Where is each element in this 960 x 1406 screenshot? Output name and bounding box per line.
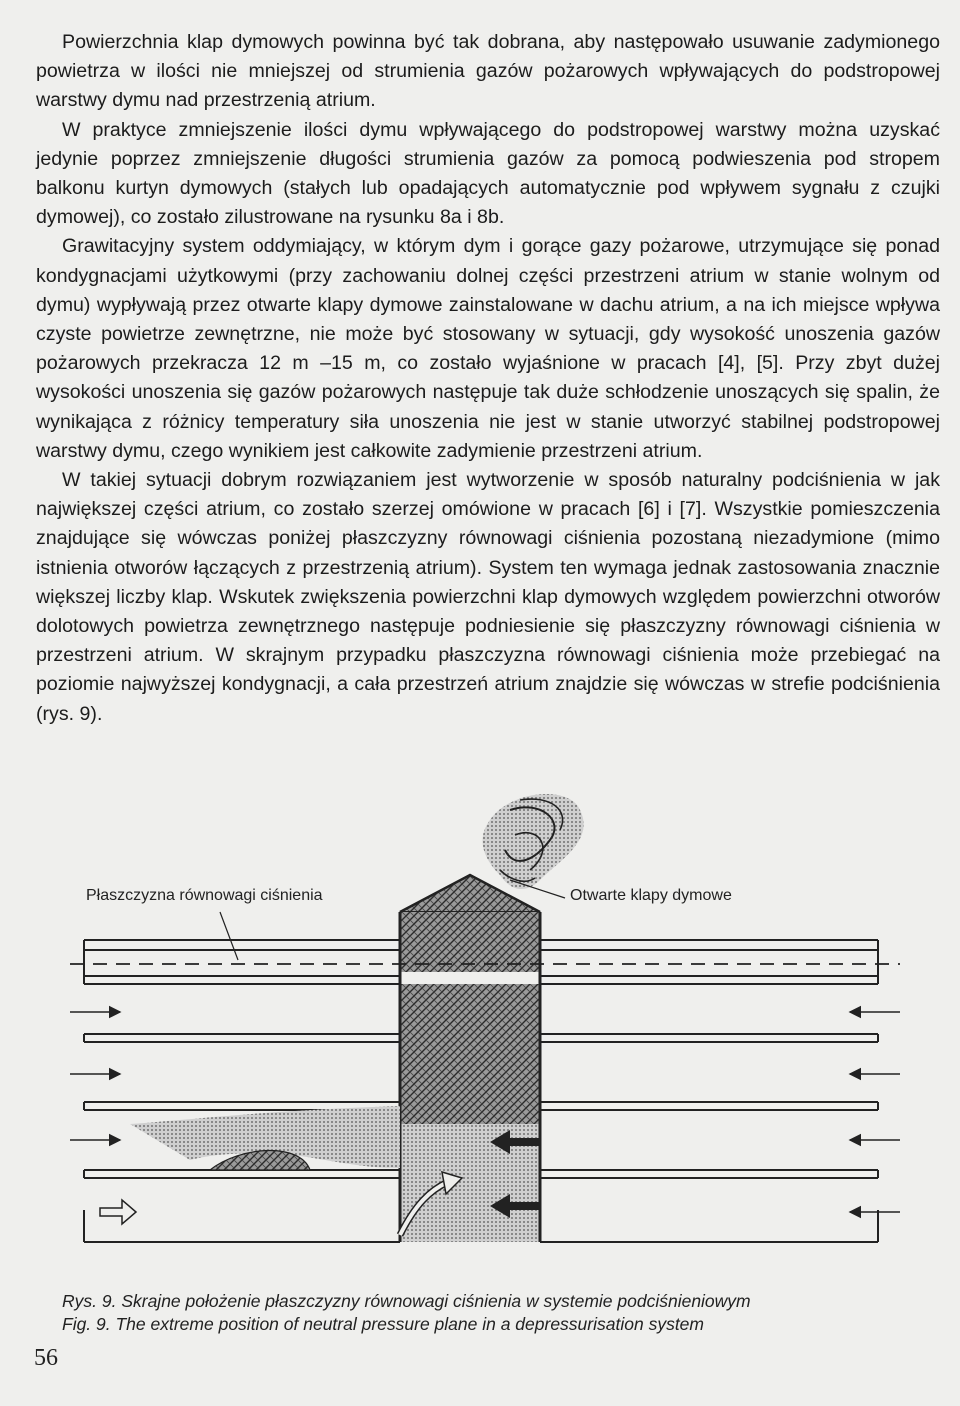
page-number: 56 xyxy=(34,1345,58,1371)
atrium-shaft xyxy=(400,912,540,1242)
caption-polish: Rys. 9. Skrajne położenie płaszczyzny równowagi ciśnienia w systemie podciśnieniowym xyxy=(62,1291,751,1311)
door-inlet-arrow xyxy=(100,1200,136,1224)
caption-english: Fig. 9. The extreme position of neutral pressure plane in a depressurisation system xyxy=(62,1314,704,1334)
figure-caption xyxy=(62,1290,922,1336)
right-wing xyxy=(540,940,878,1242)
figure-9 xyxy=(70,780,900,1280)
smoke-plume xyxy=(483,794,584,889)
label-neutral-plane: Płaszczyzna równowagi ciśnienia xyxy=(86,887,323,904)
left-wing xyxy=(84,940,400,1242)
paragraph-1: Powierzchnia klap dymowych powinna być tak dobrana, aby następowało usuwanie zadymionego powietrza w ilości nie mniejszej od strumienia gazów pożarowych wpływających do podstropowej warstwy dymu nad przestrzenią atrium. xyxy=(36,31,940,112)
paragraph-4: W takiej sytuacji dobrym rozwiązaniem jest wytworzenie w sposób naturalny podciśnienia w jak największej części atrium, co zostało szerzej omówione w pracach [6] i [7]. Wszystkie pomieszczenia znajdujące się wówczas poniżej płaszczyzny równowagi ciśnienia pozostaną niezadymione (mimo istnienia otworów łączących z przestrzenią atrium). System ten wymaga jednak zastosowania znacznie większej liczby klap. Wskutek zwiększenia powierzchni klap dymowych względem powierzchni otworów dolotowych powietrza zewnętrznego następuje podniesienie się płaszczyzny równowagi ciśnienia w przestrzeni atrium. W skrajnym przypadku płaszczyzna równowagi ciśnienia może przebiegać na poziomie najwyższej kondygnacji, a cała przestrzeń atrium znajdzie się wówczas w strefie podciśnienia (rys. 9). xyxy=(36,469,940,725)
floor-smoke xyxy=(130,1106,400,1170)
paragraph-2: W praktyce zmniejszenie ilości dymu wpływającego do podstropowej warstwy można uzyskać jedynie poprzez zmniejszenie długości strumienia gazów za pomocą podwieszenia pod stropem balkonu kurtyn dymowych (stałych lub opadających automatycznie pod wpływem sygnału z czujki dymowej), co zostało zilustrowane na rysunku 8a i 8b. xyxy=(36,118,940,229)
label-leader-left xyxy=(220,912,238,960)
label-leader-right xyxy=(510,880,565,898)
atrium-diagram xyxy=(70,780,900,1280)
body-text xyxy=(36,28,940,729)
label-smoke-vents: Otwarte klapy dymowe xyxy=(570,887,732,904)
paragraph-3: Grawitacyjny system oddymiający, w którym dym i gorące gazy pożarowe, utrzymujące się ponad kondygnacjami użytkowymi (przy zachowaniu dolnej części przestrzeni atrium w stanie wolnym od dymu) wypływają przez otwarte klapy dymowe zainstalowane w dachu atrium, a na ich miejsce wpływa czyste powietrze zewnętrzne, nie może być stosowany w sytuacji, gdy wysokość unoszenia gazów pożarowych przekracza 12 m –15 m, co zostało wyjaśnione w pracach [4], [5]. Przy zbyt dużej wysokości unoszenia się gazów pożarowych następuje tak duże schłodzenie unoszących się spalin, że wynikająca z różnicy temperatury siła unoszenia nie jest w stanie utworzyć stabilnej podstropowej warstwy dymu, czego wynikiem jest całkowite zadymienie przestrzeni atrium. xyxy=(36,235,940,462)
